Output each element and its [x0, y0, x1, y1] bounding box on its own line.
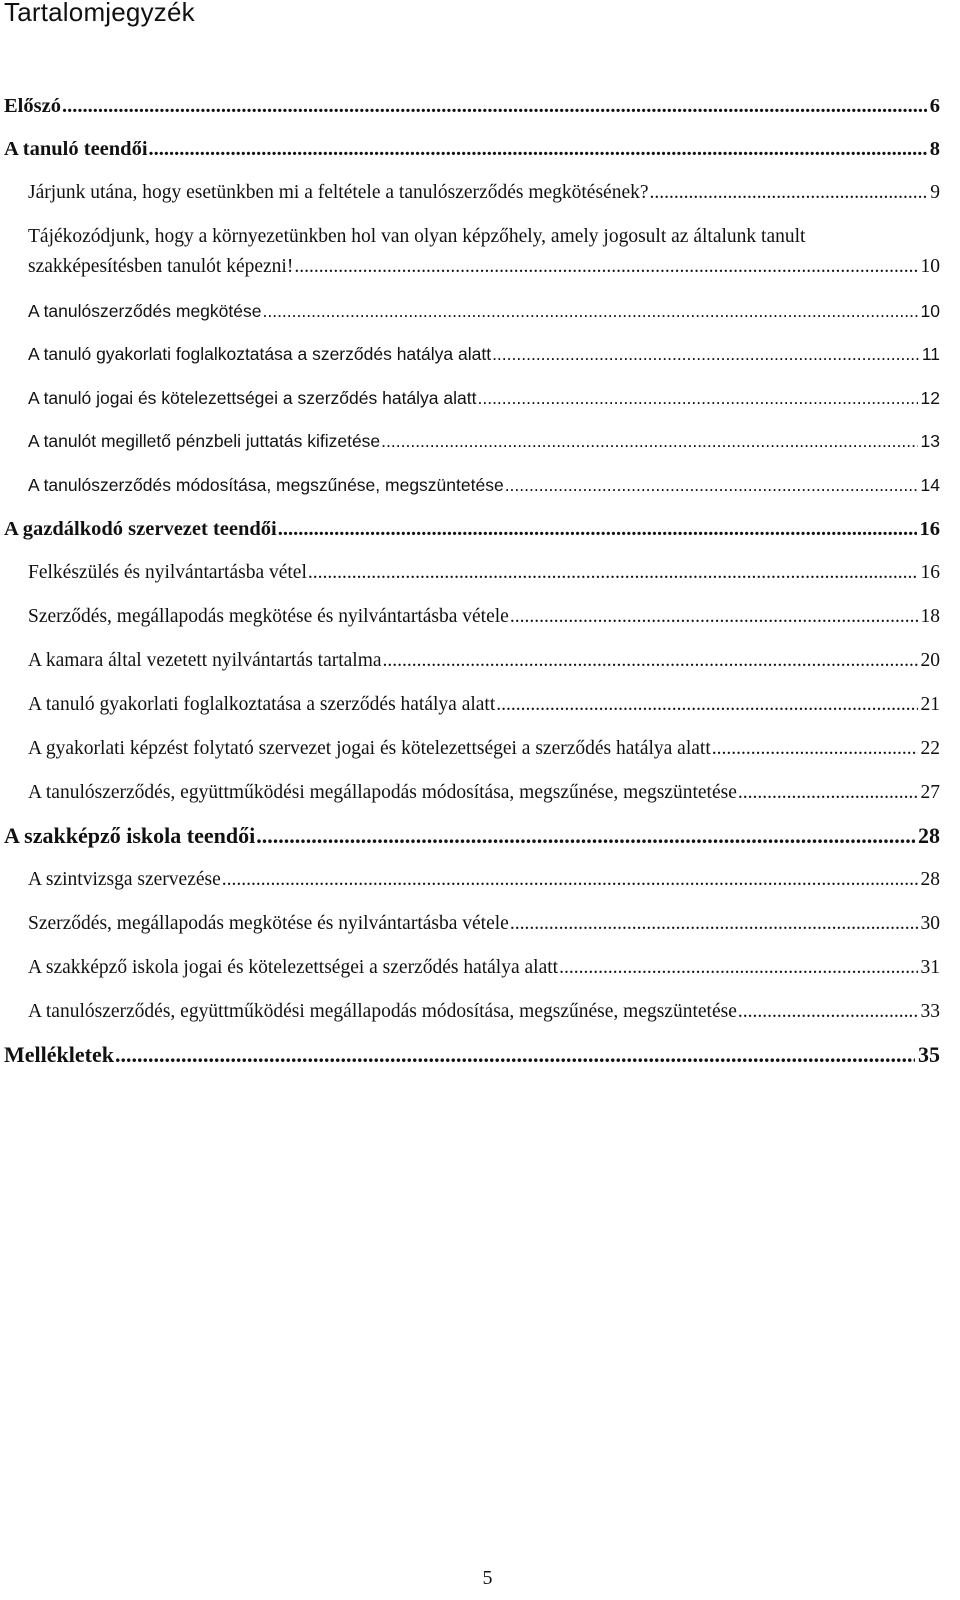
dot-leader — [496, 692, 917, 718]
dot-leader — [308, 560, 918, 586]
dot-leader — [510, 911, 918, 937]
page-number: 5 — [482, 1567, 493, 1589]
toc-entry-gazdalkodo[interactable] — [4, 516, 940, 542]
toc-entry-title: Járjunk utána, hogy esetünkben mi a feltétele a tanulószerződés megkötésének? — [28, 182, 649, 203]
toc-entry-title: A tanulószerződés, együttműködési megállapodás módosítása, megszűnése, megszüntetése — [28, 782, 737, 803]
toc-entry-kamara[interactable] — [28, 648, 940, 674]
toc-entry-page: 14 — [920, 475, 940, 495]
dot-leader — [262, 298, 917, 324]
dot-leader — [383, 648, 918, 674]
dot-leader — [294, 254, 917, 280]
toc-entry-modositas-iskola[interactable] — [28, 999, 940, 1025]
dot-leader — [278, 516, 917, 542]
toc-entry-page: 13 — [920, 431, 940, 451]
toc-entry-title: A kamara által vezetett nyilvántartás tartalma — [28, 650, 382, 671]
toc-entry-tanulo-teendoi[interactable] — [4, 136, 940, 162]
toc-entry-page: 27 — [920, 782, 940, 803]
toc-entry-page: 16 — [919, 518, 940, 540]
toc-entry-title: A tanuló teendői — [4, 138, 148, 160]
dot-leader — [115, 1042, 915, 1068]
toc-entry-mellekletek[interactable] — [4, 1042, 940, 1068]
toc-entry-title: Szerződés, megállapodás megkötése és nyilvántartásba vétele — [28, 606, 509, 627]
toc-entry-szintvizsga[interactable] — [28, 867, 940, 893]
toc-entry-szerzodes-iskola[interactable] — [28, 911, 940, 937]
toc-entry-page: 21 — [920, 694, 940, 715]
toc-entry-page: 16 — [920, 562, 940, 583]
dot-leader — [381, 428, 917, 454]
toc-entry-page: 18 — [920, 606, 940, 627]
toc-entry-felkeszules[interactable] — [28, 560, 940, 586]
dot-leader — [738, 780, 918, 806]
dot-leader — [510, 604, 918, 630]
toc-entry-modositas[interactable] — [28, 472, 940, 498]
toc-entry-jogai-gazd[interactable] — [28, 736, 940, 762]
toc-entry-szerzodes-gazd[interactable] — [28, 604, 940, 630]
dot-leader — [738, 999, 918, 1025]
toc-entry-page: 6 — [929, 95, 940, 117]
toc-entry-title: A szakképző iskola jogai és kötelezettségei a szerződés hatálya alatt — [28, 957, 559, 978]
toc-entry-title: Felkészülés és nyilvántartásba vétel — [28, 562, 307, 583]
dot-leader — [559, 955, 917, 981]
toc-entry-page: 11 — [921, 344, 940, 364]
toc-entry-megkotese[interactable] — [28, 298, 940, 324]
toc-entry-title: Előszó — [4, 95, 61, 117]
dot-leader — [222, 867, 918, 893]
toc-entry-szakkepzo-iskola[interactable] — [4, 823, 940, 849]
toc-entry-page: 20 — [920, 650, 940, 671]
toc-entry-title: Mellékletek — [4, 1042, 114, 1067]
toc-entry-title: A gazdálkodó szervezet teendői — [4, 518, 277, 540]
dot-leader — [477, 385, 917, 411]
dot-leader — [712, 736, 918, 762]
toc-entry-title: A tanulószerződés, együttműködési megállapodás módosítása, megszűnése, megszüntetése — [28, 1001, 737, 1022]
toc-entry-feltetel[interactable] — [28, 180, 940, 206]
toc-entry-kepzohely-line1[interactable]: Tájékozódjunk, hogy a környezetünkben hol van olyan képzőhely, amely jogosult az általunk tanult — [28, 226, 806, 247]
toc-entry-eloszo[interactable] — [4, 93, 940, 119]
dot-leader — [256, 823, 915, 849]
toc-entry-title: A tanulószerződés megkötése — [28, 301, 262, 321]
toc-entry-title: A tanulót megillető pénzbeli juttatás kifizetése — [28, 431, 381, 451]
toc-entry-page: 9 — [930, 182, 940, 203]
toc-entry-foglalkoztatas-gazd[interactable] — [28, 692, 940, 718]
toc-entry-page: 28 — [920, 869, 940, 890]
toc-entry-page: 8 — [929, 138, 940, 160]
toc-entry-jogai-iskola[interactable] — [28, 955, 940, 981]
dot-leader — [62, 93, 927, 119]
toc-entry-page: 31 — [920, 957, 940, 978]
toc-entry-jogai[interactable] — [28, 385, 940, 411]
toc-entry-title: A tanuló jogai és kötelezettségei a szerződés hatálya alatt — [28, 388, 477, 408]
toc-entry-title: Szerződés, megállapodás megkötése és nyilvántartásba vétele — [28, 913, 509, 934]
toc-entry-title: A tanulószerződés módosítása, megszűnése, megszüntetése — [28, 475, 504, 495]
toc-entry-title: A szintvizsga szervezése — [28, 869, 221, 890]
toc-entry-gyakorlati-foglalkoztatas[interactable] — [28, 341, 940, 367]
dot-leader — [650, 180, 928, 206]
toc-entry-title: A szakképző iskola teendői — [4, 823, 256, 848]
toc-entry-title: A tanuló gyakorlati foglalkoztatása a szerződés hatálya alatt — [28, 694, 496, 715]
toc-entry-page: 33 — [920, 1001, 940, 1022]
dot-leader — [492, 341, 919, 367]
toc-entry-page: 35 — [918, 1042, 940, 1067]
toc-entry-kepzohely[interactable] — [28, 254, 940, 280]
toc-entry-page: 10 — [920, 256, 940, 277]
toc-entry-page: 10 — [920, 301, 940, 321]
toc-entry-page: 12 — [920, 388, 940, 408]
toc-entry-title: A gyakorlati képzést folytató szervezet jogai és kötelezettségei a szerződés hatálya alatt — [28, 738, 711, 759]
dot-leader — [149, 136, 927, 162]
toc-entry-modositas-gazd[interactable] — [28, 780, 940, 806]
toc-entry-page: 28 — [918, 823, 940, 848]
toc-entry-page: 30 — [920, 913, 940, 934]
toc-entry-juttatas[interactable] — [28, 428, 940, 454]
toc-entry-page: 22 — [920, 738, 940, 759]
dot-leader — [505, 472, 918, 498]
toc-entry-title: A tanuló gyakorlati foglalkoztatása a szerződés hatálya alatt — [28, 344, 492, 364]
page-title: Tartalomjegyzék — [4, 0, 195, 27]
toc-entry-title: szakképesítésben tanulót képezni! — [28, 256, 294, 277]
